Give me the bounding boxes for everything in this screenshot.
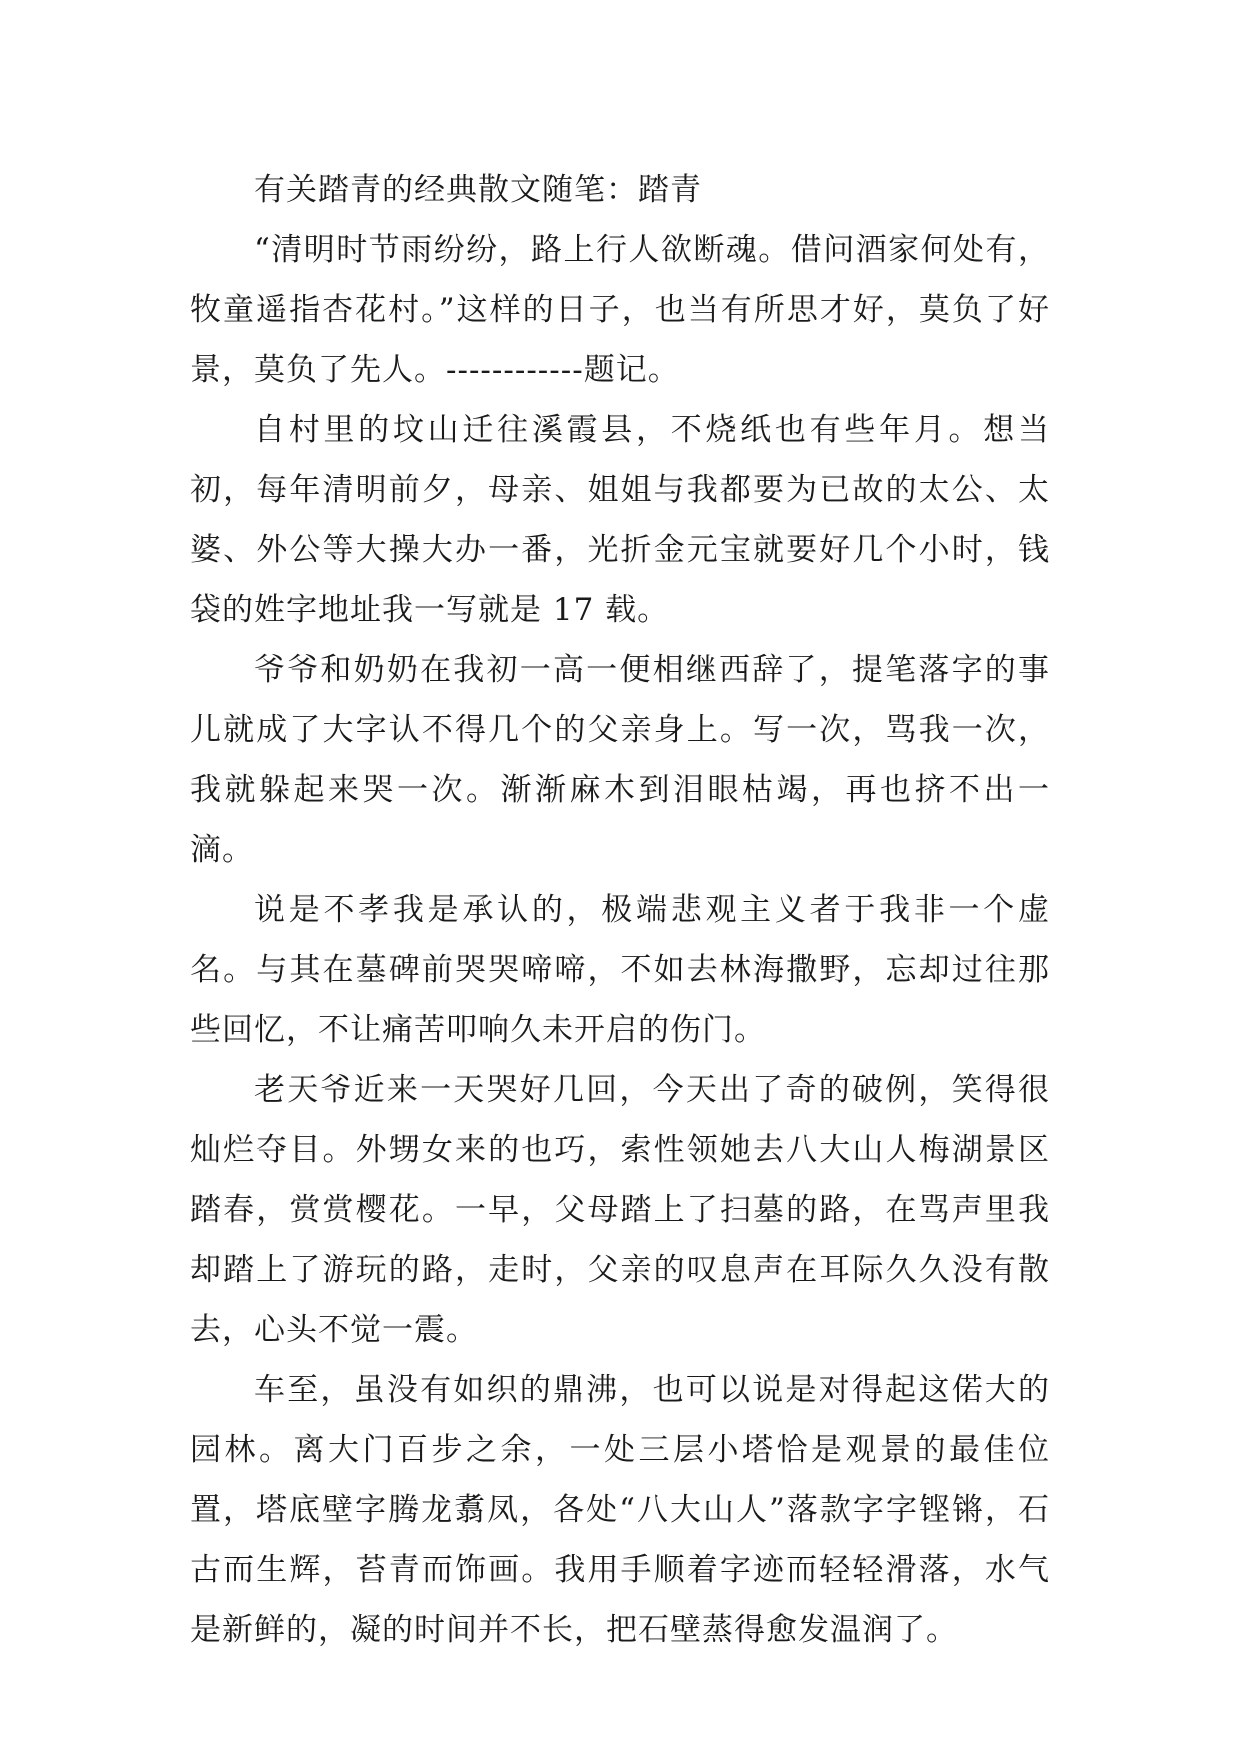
document-title: 有关踏青的经典散文随笔：踏青 [254,172,702,208]
paragraph-epigraph: “清明时节雨纷纷，路上行人欲断魂。借问酒家何处有，牧童遥指杏花村。”这样的日子，也当有所思才好，莫负了好景，莫负了先人。------------题记。 [190,232,1050,388]
paragraph: 说是不孝我是承认的，极端悲观主义者于我非一个虚名。与其在墓碑前哭哭啼啼，不如去林海撒野，忘却过往那些回忆，不让痛苦叩响久未开启的伤门。 [190,892,1050,1048]
document-body [190,160,1050,1660]
paragraph: 爷爷和奶奶在我初一高一便相继西辞了，提笔落字的事儿就成了大字认不得几个的父亲身上。写一次，骂我一次，我就躲起来哭一次。渐渐麻木到泪眼枯竭，再也挤不出一滴。 [190,652,1050,868]
paragraph: 车至，虽没有如织的鼎沸，也可以说是对得起这偌大的园林。离大门百步之余，一处三层小塔恰是观景的最佳位置，塔底壁字腾龙翥凤，各处“八大山人”落款字字铿锵，石古而生辉，苔青而饰画。我用手顺着字迹而轻轻滑落，水气是新鲜的，凝的时间并不长，把石壁蒸得愈发温润了。 [190,1372,1050,1648]
paragraph: 老天爷近来一天哭好几回，今天出了奇的破例，笑得很灿烂夺目。外甥女来的也巧，索性领她去八大山人梅湖景区踏春，赏赏樱花。一早，父母踏上了扫墓的路，在骂声里我却踏上了游玩的路，走时，父亲的叹息声在耳际久久没有散去，心头不觉一震。 [190,1072,1050,1348]
paragraph: 自村里的坟山迁往溪霞县，不烧纸也有些年月。想当初，每年清明前夕，母亲、姐姐与我都要为已故的太公、太婆、外公等大操大办一番，光折金元宝就要好几个小时，钱袋的姓字地址我一写就是 17 载。 [190,412,1050,628]
